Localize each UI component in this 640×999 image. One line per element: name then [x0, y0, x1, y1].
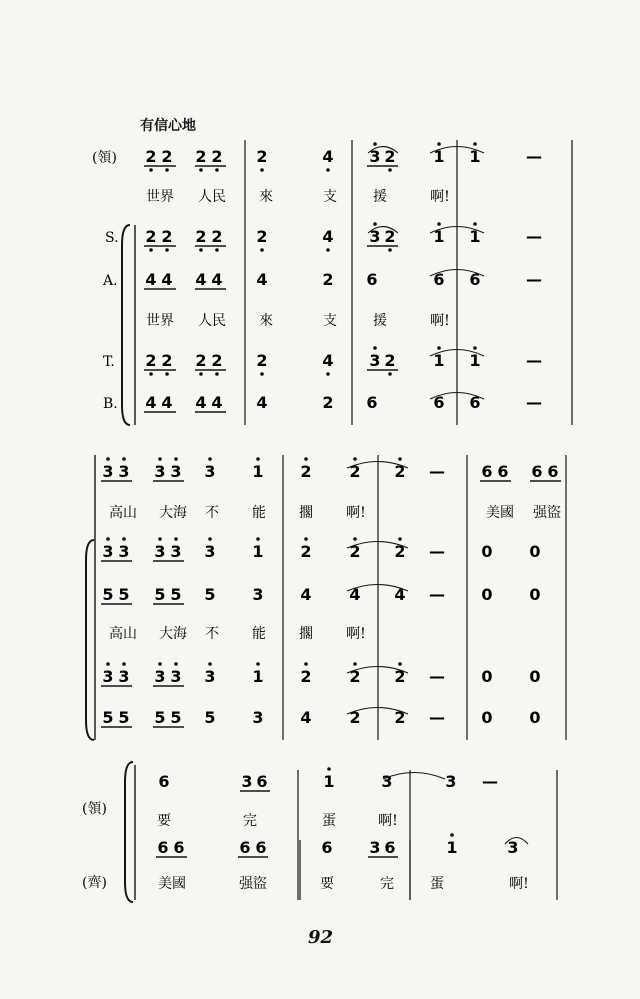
- note: 6: [481, 462, 493, 481]
- note: 2: [384, 147, 396, 166]
- octave-dot: [304, 662, 308, 666]
- lyric-word: 不: [205, 505, 219, 521]
- note: —: [429, 708, 445, 727]
- lyric-word: 啊!: [346, 626, 366, 642]
- note: 2: [394, 708, 406, 727]
- note: 4: [211, 393, 223, 412]
- note: —: [526, 147, 542, 166]
- note: 1: [252, 462, 264, 481]
- note: 5: [102, 708, 114, 727]
- part-label-lead: (領): [82, 801, 107, 817]
- note: 0: [529, 585, 541, 604]
- note: 2: [300, 667, 312, 686]
- note: 3: [154, 462, 166, 481]
- octave-dot: [388, 168, 392, 172]
- octave-dot: [304, 537, 308, 541]
- note: 4: [394, 585, 406, 604]
- note: 3: [369, 227, 381, 246]
- note: 5: [102, 585, 114, 604]
- note: 3: [252, 585, 264, 604]
- octave-dot: [353, 537, 357, 541]
- note: 1: [252, 542, 264, 561]
- note: 3: [507, 838, 519, 857]
- note: 3: [102, 462, 114, 481]
- note: 3: [381, 772, 393, 791]
- note: 4: [145, 393, 157, 412]
- lyric-word: 高山: [109, 626, 137, 642]
- octave-dot: [165, 248, 169, 252]
- note: 6: [366, 393, 378, 412]
- note: 5: [154, 708, 166, 727]
- octave-dot: [174, 457, 178, 461]
- note: 3: [369, 147, 381, 166]
- note: 4: [300, 708, 312, 727]
- note: 6: [433, 393, 445, 412]
- part-label-b: B.: [103, 396, 118, 412]
- note: 1: [323, 772, 335, 791]
- octave-dot: [398, 537, 402, 541]
- lyric-word: 援: [373, 189, 387, 205]
- octave-dot: [373, 222, 377, 226]
- octave-dot: [437, 142, 441, 146]
- note: 2: [394, 667, 406, 686]
- octave-dot: [199, 248, 203, 252]
- note: 2: [300, 542, 312, 561]
- lyric-word: 啊!: [430, 313, 450, 329]
- note: 1: [433, 351, 445, 370]
- octave-dot: [149, 168, 153, 172]
- note: 2: [195, 351, 207, 370]
- octave-dot: [158, 662, 162, 666]
- octave-dot: [388, 248, 392, 252]
- lyric-word: 人民: [198, 189, 226, 205]
- octave-dot: [158, 537, 162, 541]
- lyric-word: 啊!: [378, 813, 398, 829]
- octave-dot: [174, 662, 178, 666]
- octave-dot: [373, 346, 377, 350]
- note: 0: [529, 708, 541, 727]
- note: 1: [469, 351, 481, 370]
- note: 3: [204, 667, 216, 686]
- lyric-word: 來: [259, 313, 273, 329]
- note: 2: [161, 227, 173, 246]
- note: 4: [256, 393, 268, 412]
- octave-dot: [327, 767, 331, 771]
- part-label-lead: (領): [92, 150, 117, 166]
- note: 1: [433, 227, 445, 246]
- lyric-word: 世界: [146, 189, 174, 205]
- note: 5: [204, 585, 216, 604]
- octave-dot: [149, 248, 153, 252]
- note: 3: [118, 667, 130, 686]
- lyric-word: 啊!: [346, 505, 366, 521]
- octave-dot: [353, 457, 357, 461]
- note: 4: [211, 270, 223, 289]
- octave-dot: [260, 248, 264, 252]
- note: —: [526, 227, 542, 246]
- octave-dot: [215, 248, 219, 252]
- note: —: [429, 462, 445, 481]
- octave-dot: [398, 457, 402, 461]
- note: 2: [349, 708, 361, 727]
- note: 3: [204, 462, 216, 481]
- note: 2: [211, 227, 223, 246]
- octave-dot: [158, 457, 162, 461]
- lyric-word: 完: [380, 876, 394, 892]
- note: —: [482, 772, 498, 791]
- note: 2: [300, 462, 312, 481]
- octave-dot: [215, 372, 219, 376]
- note: 0: [529, 667, 541, 686]
- lyric-word: 啊!: [430, 189, 450, 205]
- note: 1: [433, 147, 445, 166]
- lyric-word: 能: [252, 626, 266, 642]
- note: 3: [118, 462, 130, 481]
- lyric-word: 支: [323, 189, 337, 205]
- octave-dot: [199, 168, 203, 172]
- octave-dot: [122, 537, 126, 541]
- octave-dot: [256, 537, 260, 541]
- lyric-word: 來: [259, 189, 273, 205]
- note: 2: [211, 147, 223, 166]
- note: 2: [322, 270, 334, 289]
- note: 6: [384, 838, 396, 857]
- bracket: [125, 762, 133, 902]
- note: 1: [252, 667, 264, 686]
- octave-dot: [106, 537, 110, 541]
- note: 5: [170, 585, 182, 604]
- note: 4: [195, 393, 207, 412]
- note: 3: [445, 772, 457, 791]
- note: 0: [481, 542, 493, 561]
- octave-dot: [208, 662, 212, 666]
- lyric-word: 完: [243, 813, 257, 829]
- lyric-word: 擱: [299, 626, 313, 642]
- octave-dot: [106, 457, 110, 461]
- octave-dot: [326, 248, 330, 252]
- note: 2: [195, 147, 207, 166]
- note: —: [429, 585, 445, 604]
- note: 5: [170, 708, 182, 727]
- note: 5: [154, 585, 166, 604]
- octave-dot: [165, 372, 169, 376]
- part-label-chorus: (齊): [82, 875, 107, 891]
- octave-dot: [398, 662, 402, 666]
- lyric-word: 强盜: [239, 876, 267, 892]
- note: 2: [349, 667, 361, 686]
- note: 6: [256, 772, 268, 791]
- note: 3: [154, 542, 166, 561]
- octave-dot: [373, 142, 377, 146]
- note: 3: [154, 667, 166, 686]
- octave-dot: [149, 372, 153, 376]
- octave-dot: [174, 537, 178, 541]
- note: 3: [102, 542, 114, 561]
- note: 2: [161, 351, 173, 370]
- octave-dot: [208, 457, 212, 461]
- note: 3: [369, 838, 381, 857]
- lyric-word: 擱: [299, 505, 313, 521]
- note: 3: [252, 708, 264, 727]
- note: 2: [195, 227, 207, 246]
- lyric-word: 蛋: [430, 876, 444, 892]
- note: 3: [170, 462, 182, 481]
- note: 6: [469, 393, 481, 412]
- note: 2: [322, 393, 334, 412]
- octave-dot: [388, 372, 392, 376]
- part-label-a: A.: [103, 273, 118, 289]
- note: 3: [118, 542, 130, 561]
- note: 4: [349, 585, 361, 604]
- lyric-word: 大海: [159, 505, 187, 521]
- note: 2: [145, 147, 157, 166]
- note: 4: [145, 270, 157, 289]
- octave-dot: [215, 168, 219, 172]
- lyric-word: 强盜: [533, 505, 561, 521]
- note: 4: [161, 393, 173, 412]
- note: 6: [321, 838, 333, 857]
- note: 1: [469, 147, 481, 166]
- note: 3: [102, 667, 114, 686]
- octave-dot: [122, 662, 126, 666]
- note: 2: [384, 351, 396, 370]
- octave-dot: [208, 537, 212, 541]
- lyric-word: 大海: [159, 626, 187, 642]
- note: 6: [255, 838, 267, 857]
- part-label-s: S.: [105, 230, 119, 246]
- note: 0: [481, 585, 493, 604]
- note: 6: [157, 838, 169, 857]
- octave-dot: [473, 142, 477, 146]
- note: 4: [322, 147, 334, 166]
- note: 0: [529, 542, 541, 561]
- note: 3: [170, 667, 182, 686]
- note: 2: [349, 542, 361, 561]
- note: 6: [366, 270, 378, 289]
- lyric-word: 高山: [109, 505, 137, 521]
- note: 2: [256, 351, 268, 370]
- note: 6: [239, 838, 251, 857]
- note: 6: [531, 462, 543, 481]
- note: 6: [158, 772, 170, 791]
- octave-dot: [437, 346, 441, 350]
- note: 2: [145, 227, 157, 246]
- note: 2: [394, 542, 406, 561]
- note: 4: [161, 270, 173, 289]
- note: 4: [256, 270, 268, 289]
- note: 1: [446, 838, 458, 857]
- lyric-word: 要: [320, 876, 334, 892]
- note: 6: [469, 270, 481, 289]
- note: 2: [256, 227, 268, 246]
- lyric-word: 援: [373, 313, 387, 329]
- note: 0: [481, 708, 493, 727]
- octave-dot: [353, 662, 357, 666]
- note: —: [429, 542, 445, 561]
- note: 1: [469, 227, 481, 246]
- note: 4: [322, 351, 334, 370]
- note: —: [526, 393, 542, 412]
- lyric-word: 美國: [486, 505, 514, 521]
- note: —: [429, 667, 445, 686]
- part-label-t: T.: [103, 354, 115, 370]
- octave-dot: [473, 222, 477, 226]
- octave-dot: [437, 222, 441, 226]
- note: 5: [118, 708, 130, 727]
- lyric-word: 美國: [158, 876, 186, 892]
- octave-dot: [165, 168, 169, 172]
- bracket: [122, 225, 130, 425]
- lyric-word: 要: [157, 813, 171, 829]
- note: 5: [204, 708, 216, 727]
- note: 2: [349, 462, 361, 481]
- lyric-word: 世界: [146, 313, 174, 329]
- note: 3: [170, 542, 182, 561]
- lyric-word: 不: [205, 626, 219, 642]
- note: 2: [256, 147, 268, 166]
- note: 6: [433, 270, 445, 289]
- note: —: [526, 270, 542, 289]
- note: 2: [384, 227, 396, 246]
- octave-dot: [199, 372, 203, 376]
- note: 6: [547, 462, 559, 481]
- page-number: 92: [308, 927, 334, 948]
- note: 4: [322, 227, 334, 246]
- octave-dot: [450, 833, 454, 837]
- octave-dot: [260, 168, 264, 172]
- note: 6: [173, 838, 185, 857]
- note: 3: [204, 542, 216, 561]
- octave-dot: [326, 372, 330, 376]
- note: 4: [300, 585, 312, 604]
- octave-dot: [122, 457, 126, 461]
- note: 6: [497, 462, 509, 481]
- lyric-word: 能: [252, 505, 266, 521]
- octave-dot: [256, 457, 260, 461]
- lyric-word: 啊!: [509, 876, 529, 892]
- octave-dot: [473, 346, 477, 350]
- lyric-word: 蛋: [322, 813, 336, 829]
- note: —: [526, 351, 542, 370]
- tempo-marking: 有信心地: [140, 118, 196, 134]
- note: 0: [481, 667, 493, 686]
- note: 2: [161, 147, 173, 166]
- octave-dot: [106, 662, 110, 666]
- octave-dot: [304, 457, 308, 461]
- octave-dot: [260, 372, 264, 376]
- bracket: [86, 540, 94, 740]
- octave-dot: [256, 662, 260, 666]
- note: 3: [369, 351, 381, 370]
- octave-dot: [326, 168, 330, 172]
- lyric-word: 支: [323, 313, 337, 329]
- note: 4: [195, 270, 207, 289]
- note: 2: [211, 351, 223, 370]
- lyric-word: 人民: [198, 313, 226, 329]
- note: 2: [145, 351, 157, 370]
- note: 2: [394, 462, 406, 481]
- note: 5: [118, 585, 130, 604]
- note: 3: [241, 772, 253, 791]
